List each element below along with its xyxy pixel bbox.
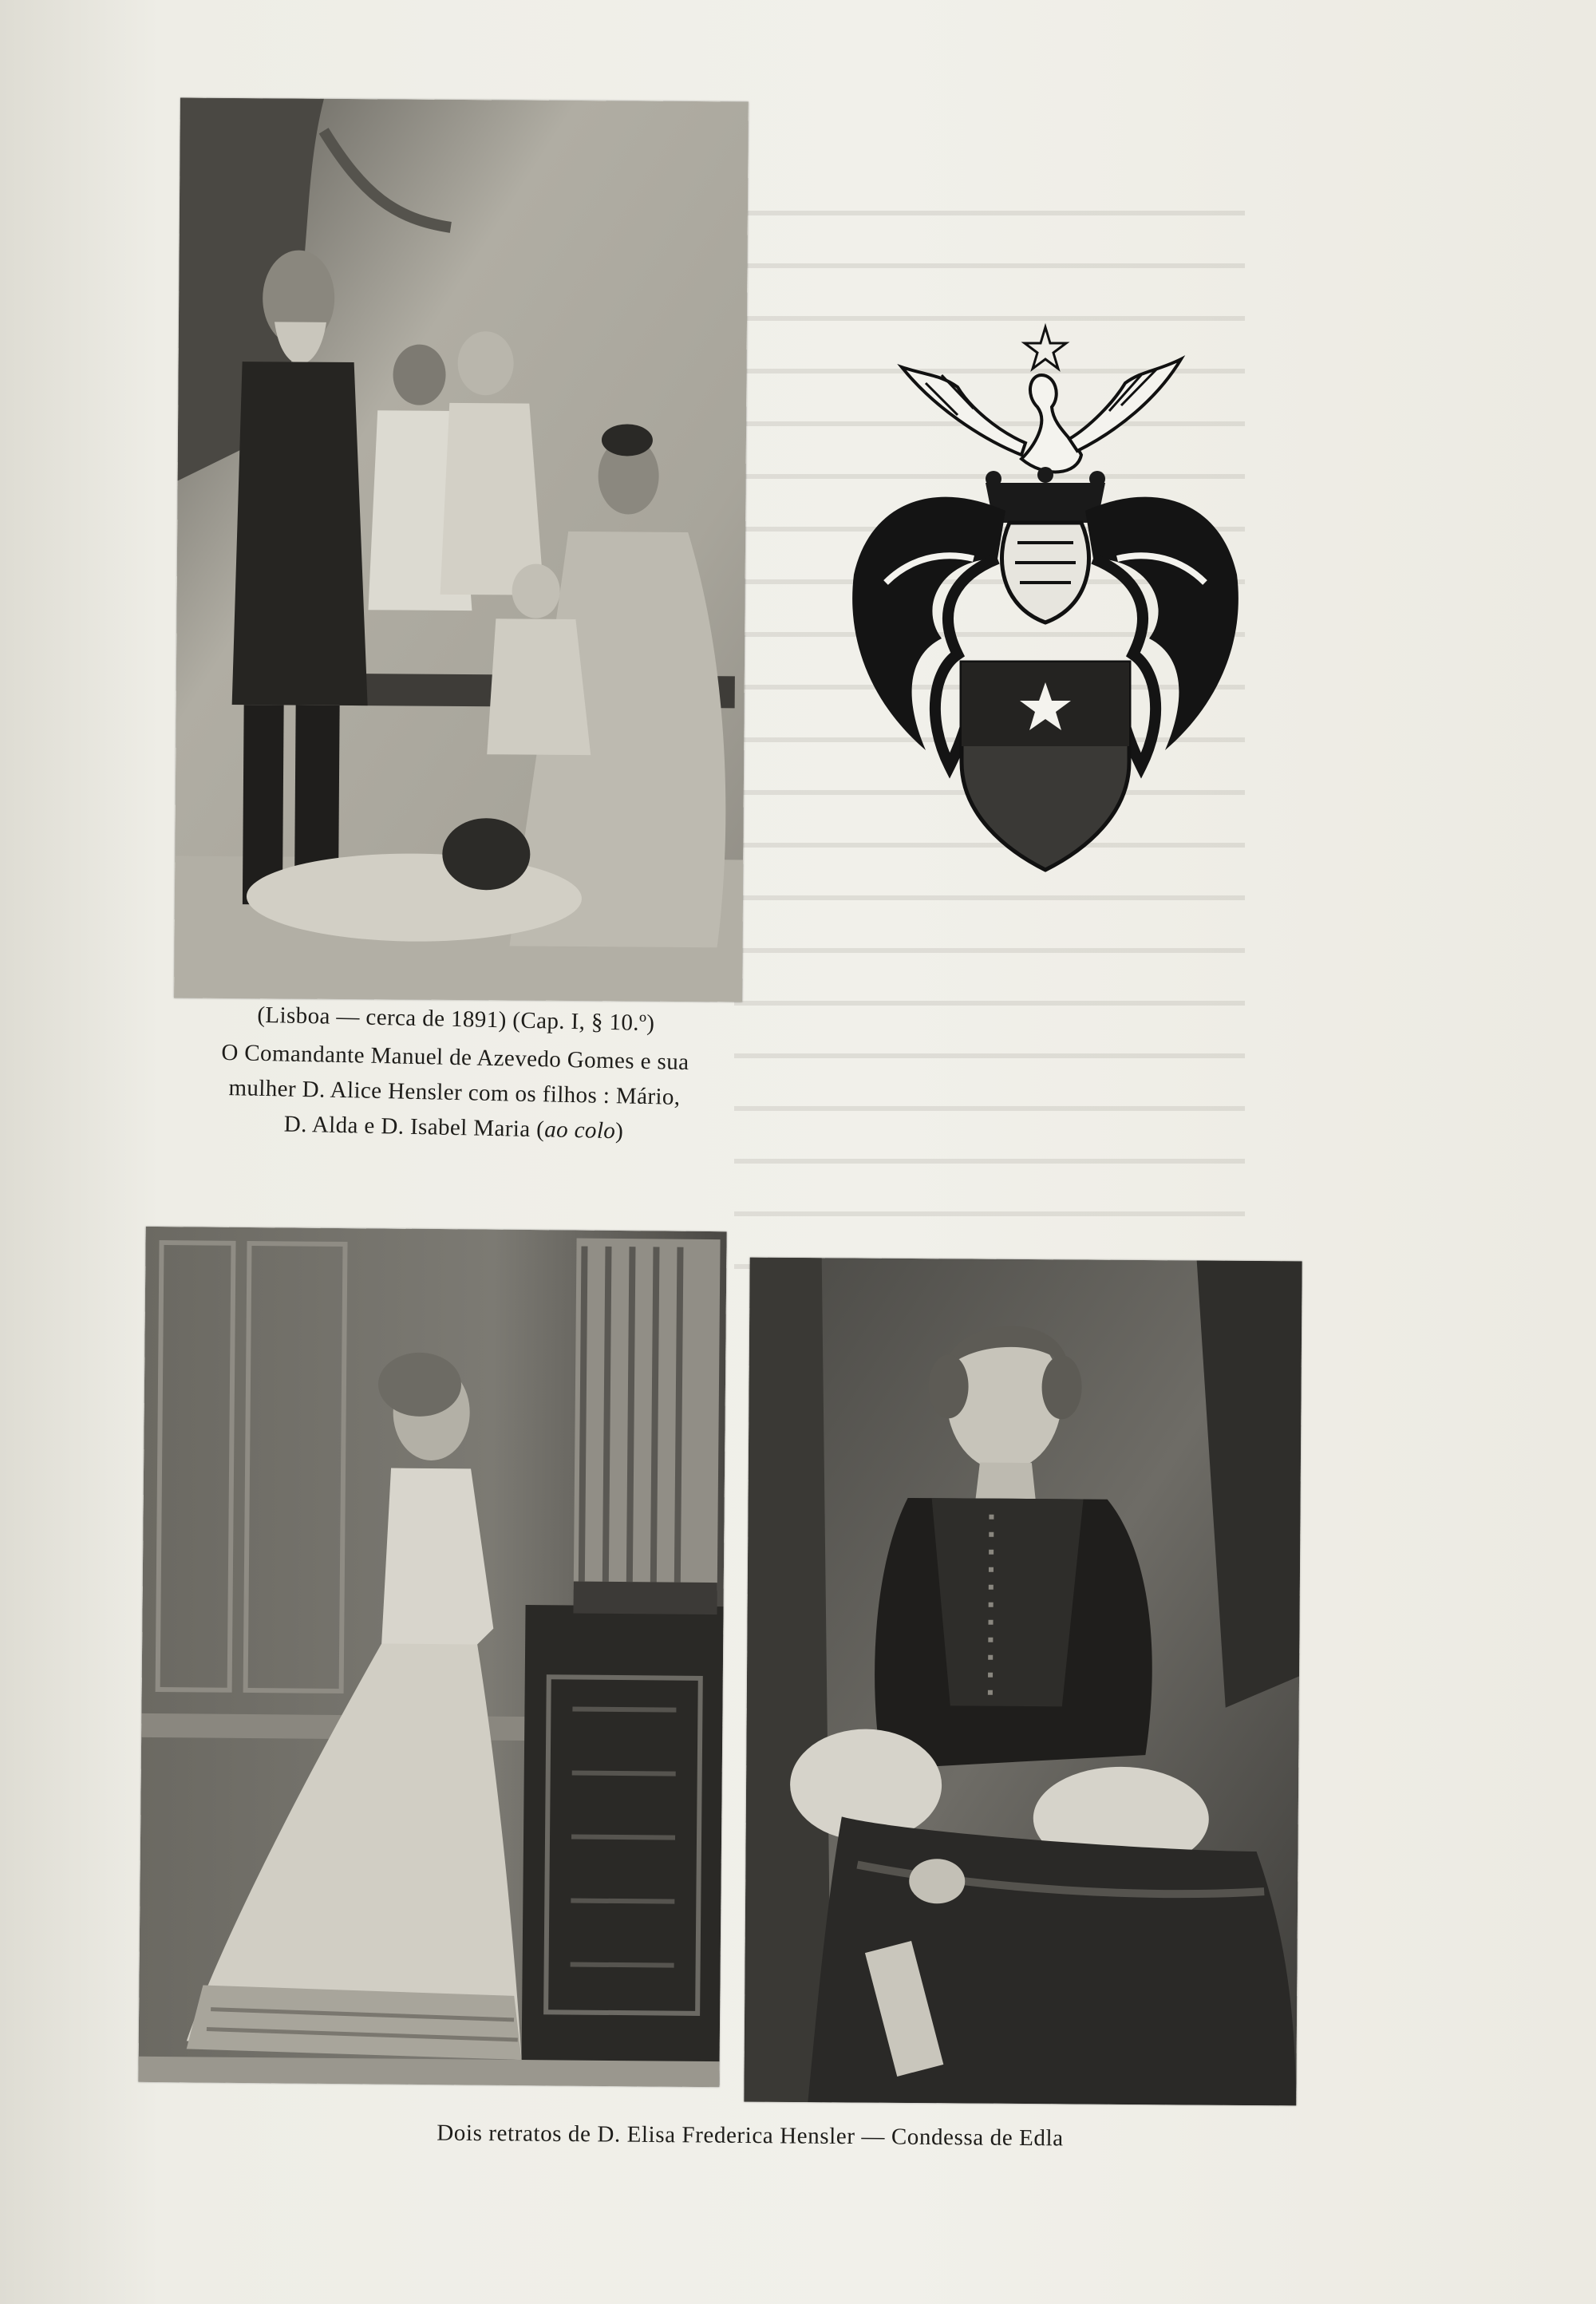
family-photo-caption: [174, 996, 736, 1152]
coat-of-arms: [838, 319, 1253, 878]
seated-painted-portrait: [744, 1258, 1302, 2106]
family-photograph: [174, 98, 749, 1002]
caption-line-3: mulher D. Alice Hensler com os filhos : Mário,: [228, 1075, 681, 1110]
caption-line-4-suffix: ): [614, 1118, 624, 1144]
portraits-caption: Dois retratos de D. Elisa Frederica Hensler — Condessa de Edla: [437, 2120, 1064, 2152]
caption-line-4-prefix: D. Alda e D. Isabel Maria (: [283, 1111, 545, 1143]
caption-line-2: O Comandante Manuel de Azevedo Gomes e sua: [221, 1039, 689, 1076]
caption-line-4-italic: ao colo: [543, 1116, 616, 1144]
standing-portrait-photograph: [138, 1227, 726, 2087]
caption-date-reference: (Lisboa — cerca de 1891) (Cap. I, § 10.º): [257, 1002, 655, 1037]
